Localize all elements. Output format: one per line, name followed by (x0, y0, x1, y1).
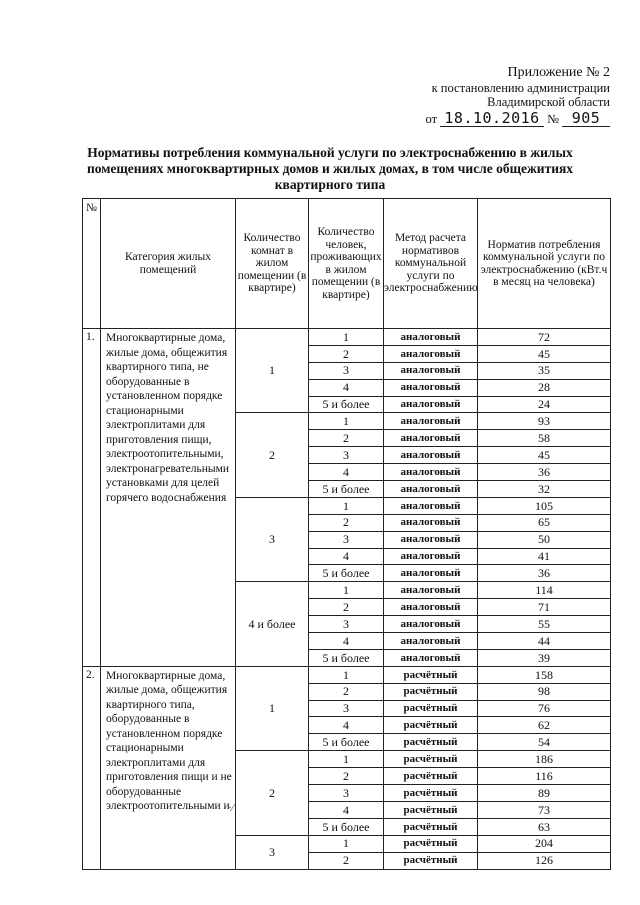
calc-method: аналоговый (384, 565, 478, 582)
rooms-count: 3 (236, 835, 309, 869)
calc-method: расчётный (384, 666, 478, 683)
appendix-title: Приложение № 2 (507, 65, 610, 80)
persons-count: 4 (309, 633, 384, 650)
calc-method: расчётный (384, 751, 478, 768)
persons-count: 4 (309, 379, 384, 396)
persons-count: 2 (309, 599, 384, 616)
norm-value: 186 (478, 751, 611, 768)
section-number: 1. (83, 329, 101, 667)
persons-count: 4 (309, 464, 384, 481)
persons-count: 2 (309, 430, 384, 447)
order-date-number (425, 108, 611, 127)
norm-value: 36 (478, 565, 611, 582)
table-row (83, 666, 611, 683)
calc-method: аналоговый (384, 362, 478, 379)
norm-value: 35 (478, 362, 611, 379)
calc-method: аналоговый (384, 345, 478, 362)
calc-method: расчётный (384, 835, 478, 852)
persons-count: 5 и более (309, 649, 384, 666)
calc-method: расчётный (384, 683, 478, 700)
calc-method: аналоговый (384, 481, 478, 498)
norm-value: 32 (478, 481, 611, 498)
persons-count: 2 (309, 852, 384, 869)
calc-method: расчётный (384, 734, 478, 751)
calc-method: аналоговый (384, 548, 478, 565)
calc-method: аналоговый (384, 497, 478, 514)
norm-value: 44 (478, 633, 611, 650)
calc-method: расчётный (384, 768, 478, 785)
persons-count: 3 (309, 531, 384, 548)
norm-value: 158 (478, 666, 611, 683)
norm-value: 116 (478, 768, 611, 785)
rooms-count: 3 (236, 497, 309, 581)
norm-value: 98 (478, 683, 611, 700)
section-number: 2. (83, 666, 101, 869)
persons-count: 5 и более (309, 396, 384, 413)
rooms-count: 1 (236, 666, 309, 750)
scan-mark: ·∕ (228, 800, 234, 814)
calc-method: аналоговый (384, 396, 478, 413)
persons-count: 3 (309, 362, 384, 379)
calc-method: расчётный (384, 785, 478, 802)
persons-count: 1 (309, 835, 384, 852)
norm-value: 65 (478, 514, 611, 531)
norm-value: 204 (478, 835, 611, 852)
calc-method: расчётный (384, 852, 478, 869)
norm-value: 39 (478, 649, 611, 666)
calc-method: аналоговый (384, 616, 478, 633)
persons-count: 2 (309, 514, 384, 531)
table-row (83, 329, 611, 346)
norm-value: 72 (478, 329, 611, 346)
norm-value: 63 (478, 818, 611, 835)
section-category: Многоквартирные дома, жилые дома, общежития квартирного типа, оборудованные в установленном порядке стационарными электроплитами для приготовления пищи и не оборудованные электроотопительными и (101, 666, 236, 869)
norm-value: 45 (478, 345, 611, 362)
persons-count: 2 (309, 345, 384, 362)
persons-count: 2 (309, 683, 384, 700)
rooms-count: 2 (236, 751, 309, 835)
persons-count: 5 и более (309, 818, 384, 835)
header-norm: Норматив потребления коммунальной услуги по электроснабжению (кВт.ч в месяц на человека) (478, 199, 611, 329)
persons-count: 3 (309, 700, 384, 717)
header-number: № (83, 199, 101, 329)
calc-method: аналоговый (384, 329, 478, 346)
calc-method: расчётный (384, 801, 478, 818)
persons-count: 3 (309, 785, 384, 802)
persons-count: 1 (309, 666, 384, 683)
norm-value: 105 (478, 497, 611, 514)
persons-count: 1 (309, 413, 384, 430)
persons-count: 1 (309, 329, 384, 346)
calc-method: аналоговый (384, 464, 478, 481)
section-category: Многоквартирные дома, жилые дома, общежития квартирного типа, не оборудованные в установленном порядке стационарными электроплитами для приготовления пищи, электроотопительными, электронагревательными установками для целей горячего водоснабжения (101, 329, 236, 667)
norm-value: 45 (478, 447, 611, 464)
calc-method: расчётный (384, 818, 478, 835)
norms-table (82, 198, 611, 870)
calc-method: аналоговый (384, 514, 478, 531)
appendix-line-2: Владимирской области (487, 95, 610, 109)
order-number: 905 (562, 111, 610, 127)
calc-method: аналоговый (384, 447, 478, 464)
header-method: Метод расчета нормативов коммунальной услуги по электроснабжению (384, 199, 478, 329)
calc-method: аналоговый (384, 413, 478, 430)
norm-value: 24 (478, 396, 611, 413)
from-label: от (425, 112, 438, 126)
norm-value: 73 (478, 801, 611, 818)
persons-count: 4 (309, 801, 384, 818)
persons-count: 3 (309, 616, 384, 633)
norm-value: 114 (478, 582, 611, 599)
norm-value: 55 (478, 616, 611, 633)
table-body (83, 329, 611, 870)
persons-count: 2 (309, 768, 384, 785)
persons-count: 4 (309, 548, 384, 565)
persons-count: 1 (309, 497, 384, 514)
norm-value: 50 (478, 531, 611, 548)
calc-method: аналоговый (384, 430, 478, 447)
norm-value: 58 (478, 430, 611, 447)
persons-count: 1 (309, 582, 384, 599)
header-rooms: Количество комнат в жилом помещении (в квартире) (236, 199, 309, 329)
rooms-count: 4 и более (236, 582, 309, 666)
persons-count: 5 и более (309, 481, 384, 498)
norm-value: 28 (478, 379, 611, 396)
order-date: 18.10.2016 (440, 111, 544, 127)
calc-method: аналоговый (384, 379, 478, 396)
persons-count: 4 (309, 717, 384, 734)
norm-value: 41 (478, 548, 611, 565)
norm-value: 71 (478, 599, 611, 616)
rooms-count: 2 (236, 413, 309, 497)
calc-method: аналоговый (384, 633, 478, 650)
calc-method: аналоговый (384, 531, 478, 548)
calc-method: расчётный (384, 717, 478, 734)
persons-count: 5 и более (309, 734, 384, 751)
header-category: Категория жилых помещений (101, 199, 236, 329)
appendix-line-1: к постановлению администрации (431, 80, 610, 95)
document-title: Нормативы потребления коммунальной услуги по электроснабжению в жилых помещениях многоквартирных домов и жилых домах, в том числе общежитиях квартирного типа (86, 145, 574, 192)
persons-count: 1 (309, 751, 384, 768)
norm-value: 126 (478, 852, 611, 869)
rooms-count: 1 (236, 329, 309, 413)
calc-method: расчётный (384, 700, 478, 717)
header-persons: Количество человек, проживающих в жилом помещении (в квартире) (309, 199, 384, 329)
table-header-row (83, 199, 611, 329)
norm-value: 54 (478, 734, 611, 751)
calc-method: аналоговый (384, 599, 478, 616)
persons-count: 5 и более (309, 565, 384, 582)
appendix-block (426, 66, 611, 127)
number-label: № (547, 112, 559, 126)
norm-value: 76 (478, 700, 611, 717)
norm-value: 36 (478, 464, 611, 481)
calc-method: аналоговый (384, 582, 478, 599)
norm-value: 93 (478, 413, 611, 430)
persons-count: 3 (309, 447, 384, 464)
norm-value: 89 (478, 785, 611, 802)
norm-value: 62 (478, 717, 611, 734)
calc-method: аналоговый (384, 649, 478, 666)
